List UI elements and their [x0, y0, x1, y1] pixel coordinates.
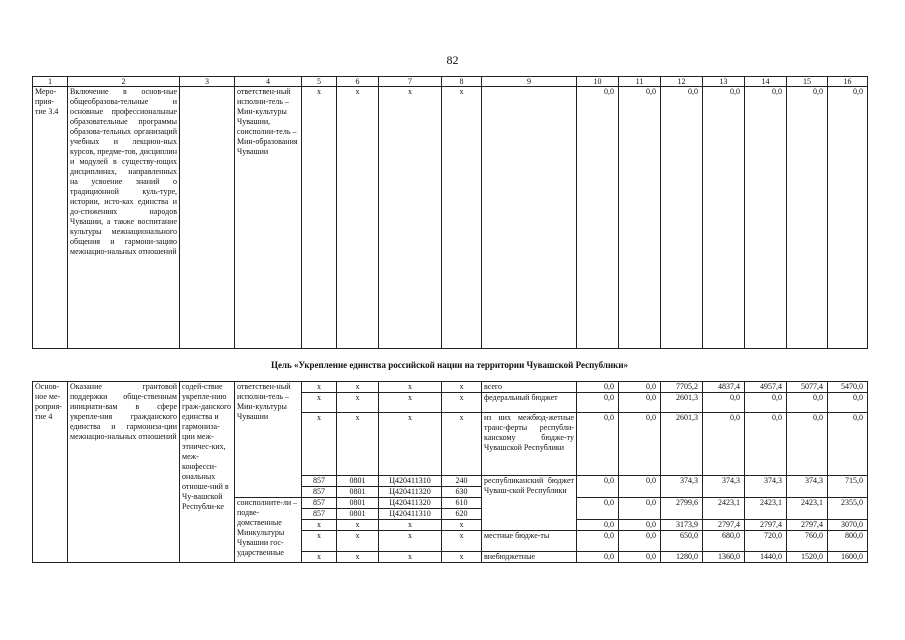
- code-rzpr: 0801: [337, 498, 379, 509]
- value-cell: 0,0: [828, 393, 868, 413]
- value-cell: 0,0: [787, 87, 828, 349]
- value-cell: 720,0: [745, 531, 787, 552]
- value-cell: 0,0: [619, 476, 661, 498]
- code-rzpr: x: [337, 531, 379, 552]
- program-table-bottom: [32, 381, 868, 563]
- value-cell: 2423,1: [745, 498, 787, 520]
- code-grbs: x: [302, 393, 337, 413]
- value-cell: 0,0: [619, 393, 661, 413]
- code-vr: x: [442, 393, 482, 413]
- funding-source: из них межбюд-жетные транс-ферты республи-канскому бюдже-ту Чувашской Республики: [482, 413, 577, 476]
- value-cell: 800,0: [828, 531, 868, 552]
- value-cell: 2423,1: [787, 498, 828, 520]
- code-rzpr: 0801: [337, 476, 379, 487]
- code-rzpr: x: [337, 382, 379, 393]
- value-cell: 0,0: [619, 520, 661, 531]
- code-grbs: x: [302, 87, 337, 349]
- value-cell: 2797,4: [745, 520, 787, 531]
- code-rzpr: x: [337, 87, 379, 349]
- code-grbs: x: [302, 413, 337, 476]
- page-number: 82: [446, 53, 459, 67]
- value-cell: 2601,3: [661, 393, 703, 413]
- value-cell: 0,0: [577, 476, 619, 498]
- code-csr: x: [379, 520, 442, 531]
- code-rzpr: x: [337, 393, 379, 413]
- value-cell: 0,0: [619, 531, 661, 552]
- program-table-top: [32, 76, 868, 349]
- code-vr: x: [442, 413, 482, 476]
- code-csr: Ц420411310: [379, 476, 442, 487]
- value-cell: 374,3: [703, 476, 745, 498]
- column-number: 12: [661, 77, 703, 87]
- funding-source: республиканский бюджет Чуваш-ской Республики: [482, 476, 577, 531]
- code-csr: x: [379, 393, 442, 413]
- code-grbs: x: [302, 531, 337, 552]
- activity-number: Меро-прия-тие 3.4: [33, 87, 68, 349]
- code-csr: Ц420411320: [379, 498, 442, 509]
- value-cell: 5470,0: [828, 382, 868, 393]
- value-cell: 0,0: [661, 87, 703, 349]
- code-vr: 620: [442, 509, 482, 520]
- code-csr: x: [379, 531, 442, 552]
- activity-goal: содей-ствие укрепле-нию граж-данского единства и гармониза-ции меж-этничес-ких, меж-конфесси-ональных отноше-ний в Чу-вашской Республи-ке: [180, 382, 235, 563]
- activity-goal: [180, 87, 235, 349]
- value-cell: 0,0: [577, 413, 619, 476]
- code-grbs: x: [302, 382, 337, 393]
- code-rzpr: x: [337, 413, 379, 476]
- value-cell: 0,0: [577, 520, 619, 531]
- value-cell: 0,0: [745, 87, 787, 349]
- value-cell: 0,0: [577, 498, 619, 520]
- value-cell: 0,0: [619, 87, 661, 349]
- column-number: 3: [180, 77, 235, 87]
- value-cell: 374,3: [745, 476, 787, 498]
- column-number: 11: [619, 77, 661, 87]
- value-cell: 374,3: [661, 476, 703, 498]
- code-vr: 610: [442, 498, 482, 509]
- value-cell: 0,0: [619, 552, 661, 563]
- column-number: 16: [828, 77, 868, 87]
- code-vr: 630: [442, 487, 482, 498]
- code-csr: x: [379, 552, 442, 563]
- value-cell: 4957,4: [745, 382, 787, 393]
- code-grbs: 857: [302, 498, 337, 509]
- value-cell: 0,0: [745, 413, 787, 476]
- value-cell: 2799,6: [661, 498, 703, 520]
- value-cell: 0,0: [577, 87, 619, 349]
- value-cell: 0,0: [577, 382, 619, 393]
- value-cell: 2355,0: [828, 498, 868, 520]
- column-number: 6: [337, 77, 379, 87]
- value-cell: 1600,0: [828, 552, 868, 563]
- value-cell: 1360,0: [703, 552, 745, 563]
- code-grbs: 857: [302, 509, 337, 520]
- code-vr: x: [442, 531, 482, 552]
- column-number: 5: [302, 77, 337, 87]
- funding-source: внебюджетные: [482, 552, 577, 563]
- value-cell: 0,0: [703, 413, 745, 476]
- value-cell: 3070,0: [828, 520, 868, 531]
- code-grbs: 857: [302, 476, 337, 487]
- value-cell: 0,0: [787, 393, 828, 413]
- value-cell: 715,0: [828, 476, 868, 498]
- column-number: 15: [787, 77, 828, 87]
- value-cell: 2797,4: [787, 520, 828, 531]
- value-cell: 680,0: [703, 531, 745, 552]
- value-cell: 0,0: [828, 413, 868, 476]
- code-csr: x: [379, 382, 442, 393]
- value-cell: 0,0: [787, 413, 828, 476]
- value-cell: 2797,4: [703, 520, 745, 531]
- activity-number: Основ-ное ме-роприя-тие 4: [33, 382, 68, 563]
- value-cell: 0,0: [577, 393, 619, 413]
- code-grbs: x: [302, 520, 337, 531]
- code-csr: Ц420411310: [379, 509, 442, 520]
- value-cell: 0,0: [828, 87, 868, 349]
- value-cell: 2423,1: [703, 498, 745, 520]
- column-number: 2: [68, 77, 180, 87]
- code-grbs: x: [302, 552, 337, 563]
- value-cell: 7705,2: [661, 382, 703, 393]
- funding-source: всего: [482, 382, 577, 393]
- value-cell: 0,0: [745, 393, 787, 413]
- value-cell: 0,0: [703, 393, 745, 413]
- column-number: 7: [379, 77, 442, 87]
- funding-source: [482, 87, 577, 349]
- funding-source: федеральный бюджет: [482, 393, 577, 413]
- code-vr: x: [442, 552, 482, 563]
- table-row: [33, 382, 868, 393]
- goal-title: Цель «Укрепление единства российской нации на территории Чувашской Республики»: [270, 360, 629, 370]
- code-rzpr: 0801: [337, 487, 379, 498]
- value-cell: 4837,4: [703, 382, 745, 393]
- value-cell: 650,0: [661, 531, 703, 552]
- value-cell: 0,0: [577, 552, 619, 563]
- column-number: 4: [235, 77, 302, 87]
- code-vr: x: [442, 87, 482, 349]
- column-number: 8: [442, 77, 482, 87]
- code-csr: x: [379, 413, 442, 476]
- value-cell: 1440,0: [745, 552, 787, 563]
- code-csr: x: [379, 87, 442, 349]
- value-cell: 0,0: [619, 382, 661, 393]
- funding-source: местные бюдже-ты: [482, 531, 577, 552]
- table-row: [33, 87, 868, 349]
- column-number: 14: [745, 77, 787, 87]
- code-vr: x: [442, 520, 482, 531]
- column-number: 1: [33, 77, 68, 87]
- value-cell: 1280,0: [661, 552, 703, 563]
- code-rzpr: x: [337, 520, 379, 531]
- column-number-row: [33, 77, 868, 87]
- code-rzpr: 0801: [337, 509, 379, 520]
- code-csr: Ц420411320: [379, 487, 442, 498]
- activity-description: Включение в основ-ные общеобразова-тельные и основные профессиональные образовательные программы образова-тельных организаций учебных и лекцион-ных курсов, предме-тов, дисциплин и модулей в существу-ющих дисциплинах, направленных на усвоение знаний о традиционной куль-туре, истории, исто-ках единства и до-стижениях народов Чувашии, а также воспитание культуры межнационального общения и гармони-зацию межнацио-нальных отношений: [68, 87, 180, 349]
- co-executors: соисполните-ли – подве-домственные Минкультуры Чувашии гос-ударственные: [235, 498, 302, 563]
- value-cell: 0,0: [703, 87, 745, 349]
- value-cell: 0,0: [619, 498, 661, 520]
- value-cell: 760,0: [787, 531, 828, 552]
- value-cell: 0,0: [577, 531, 619, 552]
- column-number: 10: [577, 77, 619, 87]
- value-cell: 374,3: [787, 476, 828, 498]
- value-cell: 2601,3: [661, 413, 703, 476]
- code-vr: x: [442, 382, 482, 393]
- activity-description: Оказание грантовой поддержки обще-ственным инициати-вам в сфере укрепле-ния гражданского единства и гармониза-ции межнацио-нальных отношений: [68, 382, 180, 563]
- value-cell: 3173,9: [661, 520, 703, 531]
- code-vr: 240: [442, 476, 482, 487]
- code-grbs: 857: [302, 487, 337, 498]
- value-cell: 5077,4: [787, 382, 828, 393]
- value-cell: 0,0: [619, 413, 661, 476]
- responsible-executor: ответствен-ный исполни-тель – Мин-культуры Чувашии: [235, 382, 302, 498]
- column-number: 13: [703, 77, 745, 87]
- column-number: 9: [482, 77, 577, 87]
- value-cell: 1520,0: [787, 552, 828, 563]
- activity-executors: ответствен-ный исполни-тель – Мин-культуры Чувашии, соисполни-тель – Мин-образования Чувашии: [235, 87, 302, 349]
- code-rzpr: x: [337, 552, 379, 563]
